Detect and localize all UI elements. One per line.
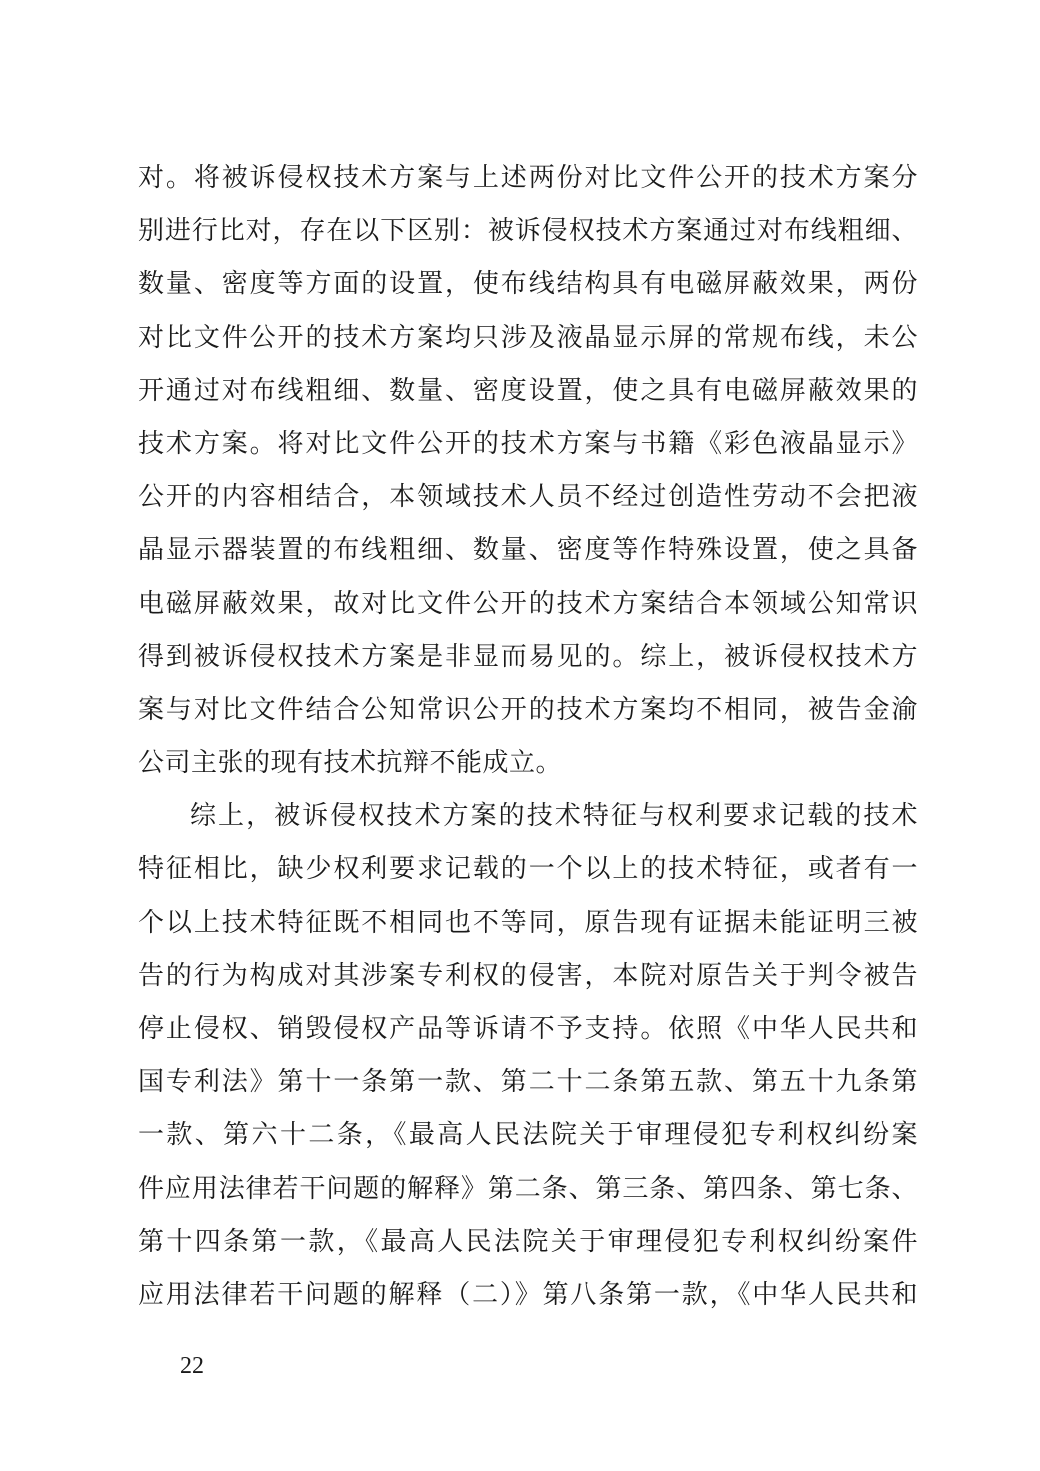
text-line: 特征相比，缺少权利要求记载的一个以上的技术特征，或者有一 (138, 854, 918, 885)
text-line: 第十四条第一款，《最高人民法院关于审理侵犯专利权纠纷案件 (138, 1226, 918, 1257)
text-line: 公开的内容相结合，本领域技术人员不经过创造性劳动不会把液 (138, 482, 918, 513)
body-text (138, 152, 918, 1322)
text-line: 数量、密度等方面的设置，使布线结构具有电磁屏蔽效果，两份 (138, 269, 918, 300)
text-line: 件应用法律若干问题的解释》第二条、第三条、第四条、第七条、 (138, 1173, 918, 1204)
paragraph-first-line: 综上，被诉侵权技术方案的技术特征与权利要求记载的技术 (190, 801, 918, 832)
text-line: 案与对比文件结合公知常识公开的技术方案均不相同，被告金渝 (138, 694, 918, 725)
page-number: 22 (180, 1353, 204, 1379)
text-line: 应用法律若干问题的解释（二）》第八条第一款，《中华人民共和 (138, 1279, 918, 1310)
text-line: 技术方案。将对比文件公开的技术方案与书籍《彩色液晶显示》 (138, 428, 918, 459)
text-line: 对。将被诉侵权技术方案与上述两份对比文件公开的技术方案分 (138, 163, 918, 193)
text-line: 国专利法》第十一条第一款、第二十二条第五款、第五十九条第 (138, 1067, 918, 1098)
text-line: 对比文件公开的技术方案均只涉及液晶显示屏的常规布线，未公 (138, 322, 918, 353)
text-line: 晶显示器装置的布线粗细、数量、密度等作特殊设置，使之具备 (138, 535, 918, 566)
text-line: 停止侵权、销毁侵权产品等诉请不予支持。依照《中华人民共和 (138, 1014, 918, 1044)
text-line: 得到被诉侵权技术方案是非显而易见的。综上，被诉侵权技术方 (138, 641, 918, 672)
text-line: 公司主张的现有技术抗辩不能成立。 (138, 748, 563, 779)
text-line: 个以上技术特征既不相同也不等同，原告现有证据未能证明三被 (138, 907, 918, 938)
text-line: 别进行比对，存在以下区别：被诉侵权技术方案通过对布线粗细、 (138, 216, 918, 247)
text-line: 一款、第六十二条，《最高人民法院关于审理侵犯专利权纠纷案 (138, 1120, 918, 1151)
text-line: 开通过对布线粗细、数量、密度设置，使之具有电磁屏蔽效果的 (138, 375, 918, 406)
text-line: 电磁屏蔽效果，故对比文件公开的技术方案结合本领域公知常识 (138, 588, 918, 619)
text-line: 告的行为构成对其涉案专利权的侵害，本院对原告关于判令被告 (138, 960, 918, 991)
